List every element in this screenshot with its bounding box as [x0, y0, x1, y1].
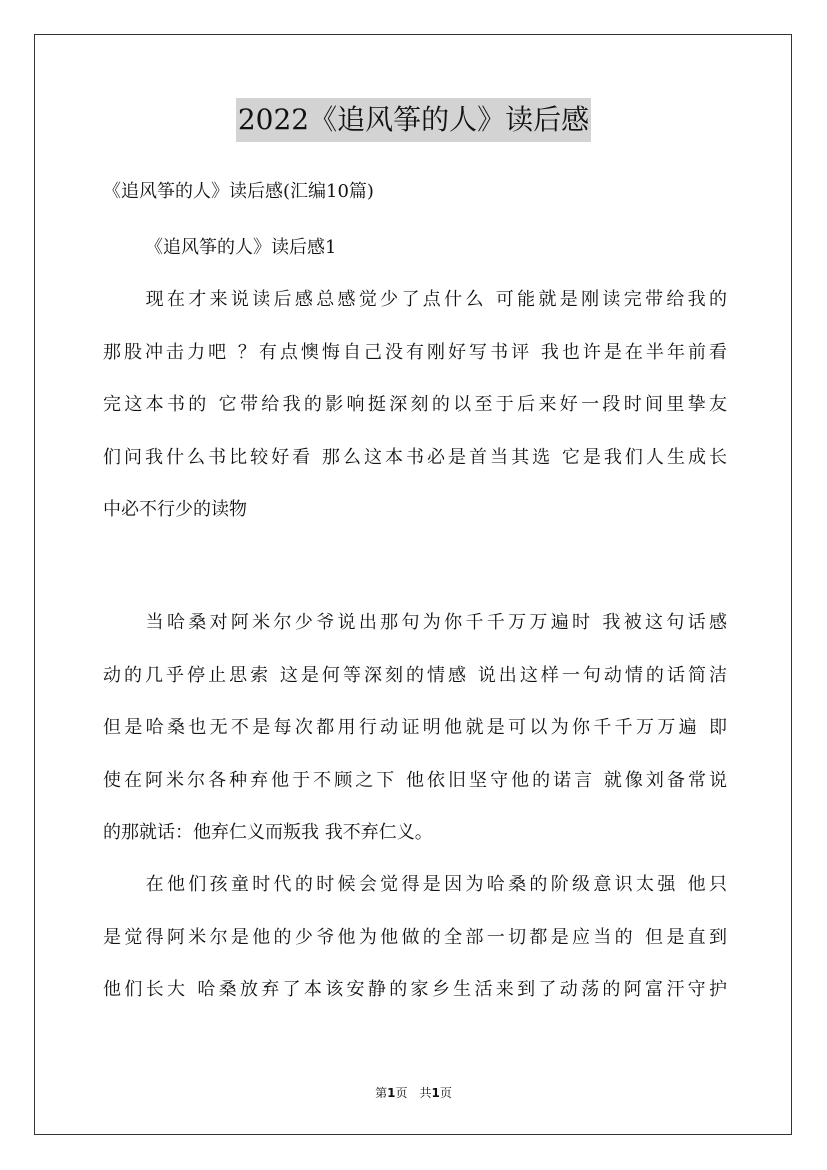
page-label-prefix: 第 [375, 1086, 388, 1100]
text-line: 是觉得阿米尔是他的少爷他为他做的全部一切都是应当的 但是直到 [103, 926, 727, 948]
text-line: 他们长大 哈桑放弃了本该安静的家乡生活来到了动荡的阿富汗守护 [103, 979, 727, 1000]
document-title: 2022《追风筝的人》读后感 [236, 98, 591, 142]
text-line: 使在阿米尔各种弃他于不顾之下 他依旧坚守他的诺言 就像刘备常说 [103, 769, 727, 791]
section-heading: 《追风筝的人》读后感1 [145, 237, 337, 258]
page-number: 1 [387, 1086, 396, 1100]
text-line: 在他们孩童时代的时候会觉得是因为哈桑的阶级意识太强 他只 [103, 874, 727, 895]
text-line: 们问我什么书比较好看 那么这本书必是首当其选 它是我们人生成长 [103, 446, 727, 468]
paragraph-1 [103, 274, 727, 537]
text-line: 现在才来说读后感总感觉少了点什么 可能就是刚读完带给我的 [103, 289, 727, 310]
text-line: 当哈桑对阿米尔少爷说出那句为你千千万万遍时 我被这句话感 [103, 612, 727, 633]
text-line: 的那就话：他弃仁义而叛我 我不弃仁义。 [103, 822, 433, 843]
page-footer [0, 1084, 827, 1101]
text-line: 那股冲击力吧 ？有点懊悔自己没有刚好写书评 我也许是在半年前看 [103, 341, 727, 363]
text-line: 完这本书的 它带给我的影响挺深刻的以至于后来好一段时间里挚友 [103, 394, 727, 415]
document-subtitle: 《追风筝的人》读后感(汇编10篇) [103, 181, 374, 202]
text-line: 动的几乎停止思索 这是何等深刻的情感 说出这样一句动情的话简洁 [103, 664, 727, 686]
total-pages: 1 [431, 1086, 440, 1100]
paragraph-3 [103, 859, 727, 1017]
text-line: 但是哈桑也无不是每次都用行动证明他就是可以为你千千万万遍 即 [103, 717, 727, 738]
page-label-mid: 页 共 [395, 1086, 432, 1100]
page-label-suffix: 页 [439, 1086, 452, 1100]
paragraph-2 [103, 597, 727, 860]
text-line: 中必不行少的读物 [103, 499, 247, 520]
title-container [0, 98, 827, 142]
